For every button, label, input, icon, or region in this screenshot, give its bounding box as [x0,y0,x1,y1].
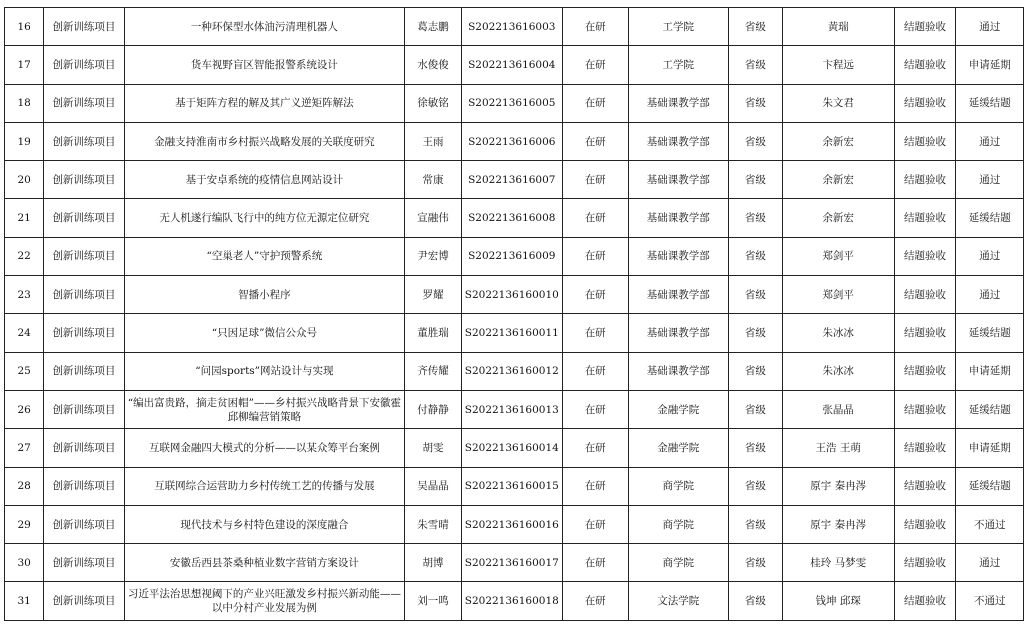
advisor-cell: 郑剑平 [782,276,894,314]
table-row [5,390,1024,428]
check-type-cell: 结题验收 [894,352,956,390]
advisor-cell: 朱文君 [782,84,894,122]
row-number-cell: 16 [5,8,44,46]
advisor-cell: 钱坤 邱琛 [782,582,894,620]
project-title-cell: 安徽岳西县茶桑种植业数字营销方案设计 [124,544,405,582]
check-type-cell: 结题验收 [894,237,956,275]
project-code-cell: S2022136160010 [461,276,562,314]
result-cell: 通过 [956,8,1024,46]
leader-name-cell: 徐敏铭 [405,84,461,122]
college-cell: 金融学院 [628,390,728,428]
college-cell: 基础课教学部 [628,352,728,390]
check-type-cell: 结题验收 [894,390,956,428]
project-type-cell: 创新训练项目 [44,390,124,428]
row-number-cell: 19 [5,122,44,160]
advisor-cell: 余新宏 [782,161,894,199]
row-number-cell: 31 [5,582,44,620]
advisor-cell: 余新宏 [782,122,894,160]
check-type-cell: 结题验收 [894,122,956,160]
project-type-cell: 创新训练项目 [44,544,124,582]
college-cell: 商学院 [628,544,728,582]
advisor-cell: 朱冰冰 [782,352,894,390]
result-cell: 通过 [956,544,1024,582]
status-cell: 在研 [562,161,628,199]
level-cell: 省级 [728,352,782,390]
status-cell: 在研 [562,122,628,160]
level-cell: 省级 [728,467,782,505]
row-number-cell: 29 [5,505,44,543]
college-cell: 基础课教学部 [628,314,728,352]
level-cell: 省级 [728,276,782,314]
level-cell: 省级 [728,544,782,582]
table-row [5,505,1024,543]
status-cell: 在研 [562,467,628,505]
level-cell: 省级 [728,505,782,543]
college-cell: 商学院 [628,505,728,543]
project-type-cell: 创新训练项目 [44,161,124,199]
leader-name-cell: 罗耀 [405,276,461,314]
project-title-cell: “问园sports”网站设计与实现 [124,352,405,390]
advisor-cell: 卞程远 [782,46,894,84]
level-cell: 省级 [728,237,782,275]
row-number-cell: 18 [5,84,44,122]
check-type-cell: 结题验收 [894,582,956,620]
level-cell: 省级 [728,46,782,84]
result-cell: 延缓结题 [956,467,1024,505]
project-type-cell: 创新训练项目 [44,314,124,352]
level-cell: 省级 [728,390,782,428]
table-row [5,199,1024,237]
result-cell: 延缓结题 [956,390,1024,428]
result-cell: 申请延期 [956,429,1024,467]
status-cell: 在研 [562,46,628,84]
college-cell: 文法学院 [628,582,728,620]
advisor-cell: 黄瑞 [782,8,894,46]
project-title-cell: 基于矩阵方程的解及其广义逆矩阵解法 [124,84,405,122]
level-cell: 省级 [728,8,782,46]
table-row [5,84,1024,122]
check-type-cell: 结题验收 [894,46,956,84]
level-cell: 省级 [728,161,782,199]
project-type-cell: 创新训练项目 [44,582,124,620]
advisor-cell: 原宇 秦冉涔 [782,505,894,543]
table-row [5,161,1024,199]
check-type-cell: 结题验收 [894,429,956,467]
project-title-cell: 基于安卓系统的疫情信息网站设计 [124,161,405,199]
leader-name-cell: 董胜瑞 [405,314,461,352]
status-cell: 在研 [562,505,628,543]
project-code-cell: S2022136160018 [461,582,562,620]
advisor-cell: 桂玲 马梦雯 [782,544,894,582]
row-number-cell: 25 [5,352,44,390]
row-number-cell: 26 [5,390,44,428]
level-cell: 省级 [728,429,782,467]
result-cell: 申请延期 [956,352,1024,390]
advisor-cell: 余新宏 [782,199,894,237]
status-cell: 在研 [562,84,628,122]
college-cell: 基础课教学部 [628,199,728,237]
leader-name-cell: 王雨 [405,122,461,160]
project-code-cell: S202213616006 [461,122,562,160]
row-number-cell: 24 [5,314,44,352]
project-type-cell: 创新训练项目 [44,276,124,314]
result-cell: 不通过 [956,582,1024,620]
college-cell: 基础课教学部 [628,237,728,275]
level-cell: 省级 [728,84,782,122]
level-cell: 省级 [728,314,782,352]
leader-name-cell: 宣融伟 [405,199,461,237]
leader-name-cell: 付静静 [405,390,461,428]
row-number-cell: 22 [5,237,44,275]
project-title-cell: “只因足球”微信公众号 [124,314,405,352]
result-cell: 延缓结题 [956,314,1024,352]
project-type-cell: 创新训练项目 [44,8,124,46]
row-number-cell: 23 [5,276,44,314]
result-cell: 通过 [956,122,1024,160]
project-type-cell: 创新训练项目 [44,46,124,84]
project-code-cell: S2022136160016 [461,505,562,543]
project-code-cell: S2022136160012 [461,352,562,390]
project-title-cell: 无人机遂行编队飞行中的纯方位无源定位研究 [124,199,405,237]
check-type-cell: 结题验收 [894,84,956,122]
check-type-cell: 结题验收 [894,276,956,314]
status-cell: 在研 [562,276,628,314]
table-row [5,237,1024,275]
check-type-cell: 结题验收 [894,8,956,46]
status-cell: 在研 [562,390,628,428]
table-row [5,314,1024,352]
check-type-cell: 结题验收 [894,544,956,582]
project-type-cell: 创新训练项目 [44,352,124,390]
college-cell: 基础课教学部 [628,161,728,199]
advisor-cell: 朱冰冰 [782,314,894,352]
college-cell: 金融学院 [628,429,728,467]
leader-name-cell: 常康 [405,161,461,199]
project-code-cell: S2022136160014 [461,429,562,467]
row-number-cell: 30 [5,544,44,582]
leader-name-cell: 尹宏博 [405,237,461,275]
project-code-cell: S202213616003 [461,8,562,46]
row-number-cell: 17 [5,46,44,84]
level-cell: 省级 [728,582,782,620]
table-row [5,276,1024,314]
project-title-cell: 一种环保型水体油污清理机器人 [124,8,405,46]
table-row [5,544,1024,582]
leader-name-cell: 吴晶晶 [405,467,461,505]
row-number-cell: 28 [5,467,44,505]
status-cell: 在研 [562,352,628,390]
row-number-cell: 27 [5,429,44,467]
table-row [5,46,1024,84]
leader-name-cell: 胡博 [405,544,461,582]
table-row [5,352,1024,390]
project-title-cell: 互联网综合运营助力乡村传统工艺的传播与发展 [124,467,405,505]
project-type-cell: 创新训练项目 [44,467,124,505]
status-cell: 在研 [562,582,628,620]
check-type-cell: 结题验收 [894,161,956,199]
advisor-cell: 原宇 秦冉涔 [782,467,894,505]
level-cell: 省级 [728,199,782,237]
project-table-wrapper [4,7,1024,621]
project-type-cell: 创新训练项目 [44,429,124,467]
check-type-cell: 结题验收 [894,314,956,352]
project-title-cell: “空巢老人”守护预警系统 [124,237,405,275]
leader-name-cell: 齐传耀 [405,352,461,390]
leader-name-cell: 葛志鹏 [405,8,461,46]
college-cell: 工学院 [628,46,728,84]
result-cell: 通过 [956,237,1024,275]
leader-name-cell: 水俊俊 [405,46,461,84]
project-type-cell: 创新训练项目 [44,122,124,160]
check-type-cell: 结题验收 [894,505,956,543]
result-cell: 不通过 [956,505,1024,543]
table-row [5,467,1024,505]
project-type-cell: 创新训练项目 [44,237,124,275]
project-code-cell: S202213616008 [461,199,562,237]
result-cell: 延缓结题 [956,199,1024,237]
college-cell: 基础课教学部 [628,122,728,160]
check-type-cell: 结题验收 [894,199,956,237]
college-cell: 基础课教学部 [628,84,728,122]
project-table [4,7,1024,621]
advisor-cell: 张晶晶 [782,390,894,428]
project-code-cell: S2022136160017 [461,544,562,582]
row-number-cell: 20 [5,161,44,199]
leader-name-cell: 朱雪晴 [405,505,461,543]
result-cell: 通过 [956,161,1024,199]
project-code-cell: S2022136160015 [461,467,562,505]
check-type-cell: 结题验收 [894,467,956,505]
project-code-cell: S2022136160011 [461,314,562,352]
project-title-cell: 互联网金融四大模式的分析——以某众筹平台案例 [124,429,405,467]
project-code-cell: S202213616007 [461,161,562,199]
project-title-cell: 智播小程序 [124,276,405,314]
result-cell: 通过 [956,276,1024,314]
table-row [5,582,1024,620]
college-cell: 基础课教学部 [628,276,728,314]
project-title-cell: 习近平法治思想视阈下的产业兴旺激发乡村振兴新动能——以中分村产业发展为例 [124,582,405,620]
advisor-cell: 王浩 王萌 [782,429,894,467]
college-cell: 商学院 [628,467,728,505]
leader-name-cell: 胡雯 [405,429,461,467]
leader-name-cell: 刘一鸣 [405,582,461,620]
project-code-cell: S202213616005 [461,84,562,122]
status-cell: 在研 [562,429,628,467]
table-row [5,429,1024,467]
project-code-cell: S202213616004 [461,46,562,84]
project-title-cell: 现代技术与乡村特色建设的深度融合 [124,505,405,543]
table-row [5,122,1024,160]
project-type-cell: 创新训练项目 [44,505,124,543]
status-cell: 在研 [562,544,628,582]
project-title-cell: “编出富贵路，摘走贫困帽”——乡村振兴战略背景下安徽霍邱柳编营销策略 [124,390,405,428]
project-title-cell: 金融支持淮南市乡村振兴战略发展的关联度研究 [124,122,405,160]
project-type-cell: 创新训练项目 [44,84,124,122]
project-title-cell: 货车视野盲区智能报警系统设计 [124,46,405,84]
advisor-cell: 郑剑平 [782,237,894,275]
college-cell: 工学院 [628,8,728,46]
project-type-cell: 创新训练项目 [44,199,124,237]
status-cell: 在研 [562,8,628,46]
table-row [5,8,1024,46]
status-cell: 在研 [562,237,628,275]
level-cell: 省级 [728,122,782,160]
project-code-cell: S2022136160013 [461,390,562,428]
table-body [5,8,1024,621]
status-cell: 在研 [562,199,628,237]
result-cell: 延缓结题 [956,84,1024,122]
row-number-cell: 21 [5,199,44,237]
project-code-cell: S202213616009 [461,237,562,275]
result-cell: 申请延期 [956,46,1024,84]
status-cell: 在研 [562,314,628,352]
